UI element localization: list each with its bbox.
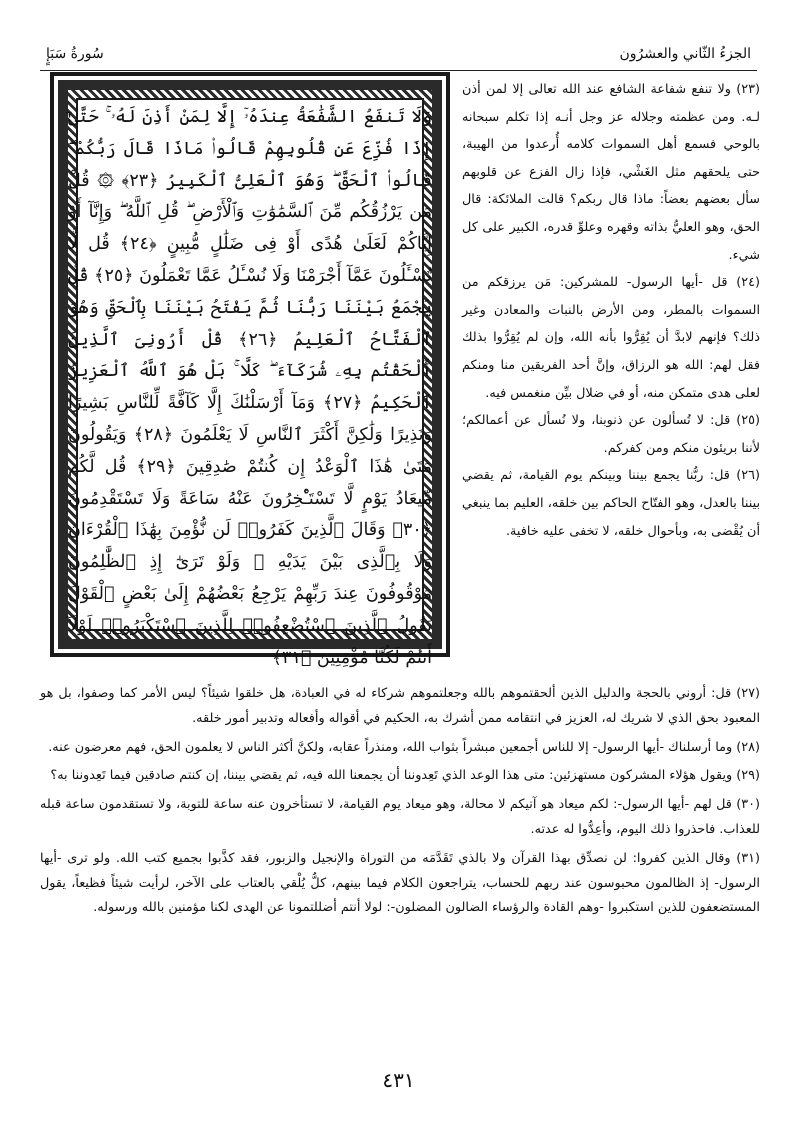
tafsir-paragraph: (٣١) وقال الذين كفروا: لن نصدِّق بهذا القرآن ولا بالذي تَقَدَّمَه من التوراة والإنجيل والزبور، فقد كذَّبوا بجميع كتب الله. ولو ترى -أيها الرسول- إذ الظالمون محبوسون عند ربهم للحساب، يتراجعون الكلام فيما بينهم، كلٌّ يُلْقي بالعتاب على الآخر، لرأيت شيئاً فظيعاً، يقول المستضعفون للذين استكبروا -وهم القادة والرؤساء الضالون المضلون-: لولا أنتم أضللتمونا عن الهدى لكنا مؤمنين بالله ورسوله. — [40, 850, 760, 916]
page-header — [40, 40, 757, 71]
tafsir-paragraph: (٢٨) وما أرسلناك -أيها الرسول- إلا للناس أجمعين مبشراً بثواب الله، ومنذراً عقابه، ولكنَّ أكثر الناس لا يعلمون الحق، فهم معرضون عنه. — [48, 739, 760, 755]
surah-title: سُورةُ سَبَإٍ — [46, 46, 104, 62]
tafsir-paragraph: (٢٣) ولا تنفع شفاعة الشافع عند الله تعالى إلا لمن أذن لـه. ومن عظمته وجلاله عز وجل أنـه إذا تكلم سبحانه بالوحي فسمع أهل السموات كلامه أُرعدوا من الهيبة، حتى يلحقهم مثل الغَشْي، فإذا زال الفزع عن قلوبهم سأل بعضهم بعضاً: ماذا قال ربكم؟ قالت الملائكة: قال الحق، وهو العليُّ بذاته وقهره وعلوِّ قدره، الكبير على كل شيء. — [462, 82, 760, 263]
tafsir-paragraph: (٢٩) ويقول هؤلاء المشركون مستهزئين: متى هذا الوعد الذي تَعِدوننا أن يجمعنا الله فيه، ثم يقضي بيننا، إن كنتم صادقين فيما تَعِدوننا به؟ — [50, 768, 760, 784]
tafsir-paragraph: (٢٦) قل: ربُّنا يجمع بيننا وبينكم يوم القيامة، ثم يقضي بيننا بالعدل، وهو الفتّاح الحاكم بين خلقه، العليم بما ينبغي أن يُقْضى به، وبأحوال خلقه، لا تخفى عليه خافية. — [462, 468, 760, 539]
quran-frame — [50, 72, 450, 668]
quran-verses: وَلَا تَنفَعُ الشَّفَٰعَةُ عِندَهُۥٓ إِلَّا لِمَنْ أَذِنَ لَهُۥ ۚ حَتَّىٰٓ إِذَا فُزِّعَ عَن قُلُوبِهِمْ قَالُوا۟ مَاذَا قَالَ رَبُّكُمْ ۖ قَالُوا۟ ٱلْحَقَّ ۖ وَهُوَ ٱلْعَلِىُّ ٱلْكَبِيرُ ﴿٢٣﴾ ۞ قُلْ مَن يَرْزُقُكُم مِّنَ ٱلسَّمَٰوَٰتِ وَٱلْأَرْضِ ۖ قُلِ ٱللَّهُ ۖ وَإِنَّآ أَوْ إِيَّاكُمْ لَعَلَىٰ هُدًى أَوْ فِى ضَلَٰلٍ مُّبِينٍ ﴿٢٤﴾ قُل لَّا تُسْـَٔلُونَ عَمَّآ أَجْرَمْنَا وَلَا نُسْـَٔلُ عَمَّا تَعْمَلُونَ ﴿٢٥﴾ قُلْ يَجْمَعُ بَيْنَنَا رَبُّنَا ثُمَّ يَفْتَحُ بَيْنَنَا بِٱلْحَقِّ وَهُوَ ٱلْفَتَّاحُ ٱلْعَلِيمُ ﴿٢٦﴾ قُلْ أَرُونِىَ ٱلَّذِينَ أَلْحَقْتُم بِهِۦ شُرَكَآءَ ۖ كَلَّا ۚ بَلْ هُوَ ٱللَّهُ ٱلْعَزِيزُ ٱلْحَكِيمُ ﴿٢٧﴾ وَمَآ أَرْسَلْنَٰكَ إِلَّا كَآفَّةً لِّلنَّاسِ بَشِيرًا وَنَذِيرًا وَلَٰكِنَّ أَكْثَرَ ٱلنَّاسِ لَا يَعْلَمُونَ ﴿٢٨﴾ وَيَقُولُونَ مَتَىٰ هَٰذَا ٱلْوَعْدُ إِن كُنتُمْ صَٰدِقِينَ ﴿٢٩﴾ قُل لَّكُم مِّيعَادُ يَوْمٍ لَّا تَسْتَـْٔخِرُونَ عَنْهُ سَاعَةً وَلَا تَسْتَقْدِمُونَ ﴿٣٠﴾ وَقَالَ ٱلَّذِينَ كَفَرُوا۟ لَن نُّؤْمِنَ بِهَٰذَا ٱلْقُرْءَانِ وَلَا بِٱلَّذِى بَيْنَ يَدَيْهِ ۗ وَلَوْ تَرَىٰٓ إِذِ ٱلظَّٰلِمُونَ مَوْقُوفُونَ عِندَ رَبِّهِمْ يَرْجِعُ بَعْضُهُمْ إِلَىٰ بَعْضٍ ٱلْقَوْلَ يَقُولُ ٱلَّذِينَ ٱسْتُضْعِفُوا۟ لِلَّذِينَ ٱسْتَكْبَرُوا۟ لَوْلَآ أَنتُمْ لَكُنَّا مُؤْمِنِينَ ﴿٣١﴾ — [68, 107, 432, 668]
tafsir-full-width — [40, 682, 760, 925]
tafsir-paragraph: (٢٥) قل: لا تُسألون عن ذنوبنا، ولا نُسأل عن أعمالكم؛ لأننا بريئون منكم ومن كفركم. — [462, 413, 760, 456]
tafsir-paragraph: (٢٤) قل -أيها الرسول- للمشركين: مَن يرزقكم من السموات بالمطر، ومن الأرض بالنبات والمعادن وغير ذلك؟ فإنهم لابدَّ أن يُقِرُّوا بأنه الله، وإن لم يُقِرُّوا بذلك فقل لهم: الله هو الرزاق، وإنَّ أحد الفريقين منا ومنكم لعلى هدى متمكن منه، أو في ضلال بيِّن منغمس فيه. — [462, 275, 760, 401]
tafsir-paragraph: (٢٧) قل: أروني بالحجة والدليل الذين ألحقتموهم بالله وجعلتموهم شركاء له في العبادة، هل خلقوا شيئاً؟ ليس الأمر كما وصفوا، بل هو المعبود بحق الذي لا شريك له، العزيز في انتقامه ممن أشرك به، الحكيم في أقواله وأفعاله وتدبير أمور خلقه. — [40, 686, 760, 726]
tafsir-side-column — [462, 76, 760, 545]
tafsir-paragraph: (٣٠) قل لهم -أيها الرسول-: لكم ميعاد هو آتيكم لا محالة، وهو ميعاد يوم القيامة، لا تستأخرون عنه ساعة للتوبة، ولا تستقدمون ساعة قبله للعذاب. فاحذروا ذلك اليوم، وأعِدُّوا له عدته. — [40, 797, 760, 837]
juz-title: الجزءُ الثّاني والعشرُون — [619, 46, 751, 62]
page-number: ٤٣١ — [382, 1068, 415, 1092]
